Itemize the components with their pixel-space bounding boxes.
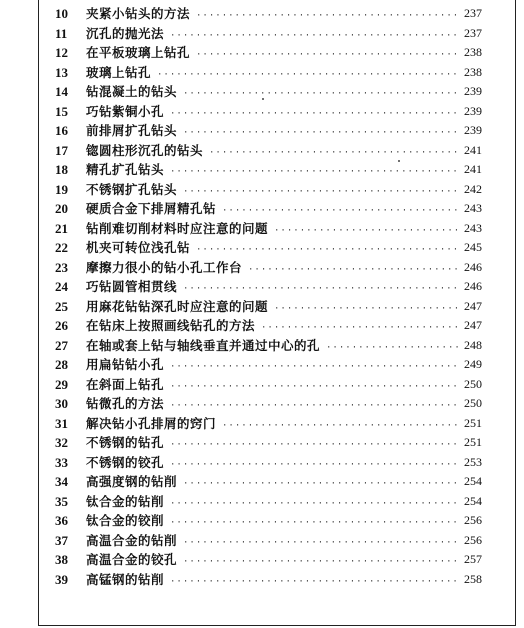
entry-title: 不锈钢扩孔钻头 xyxy=(86,181,178,197)
entry-title: 钛合金的铰削 xyxy=(86,513,165,528)
entry-title: 在轴或套上钻与轴线垂直并通过中心的孔 xyxy=(86,337,321,353)
scan-speck xyxy=(262,98,264,100)
entry-title: 玻璃上钻孔 xyxy=(86,64,152,80)
entry-number: 20 xyxy=(55,201,68,216)
entry-page: 246 xyxy=(464,259,482,274)
entry-number: 17 xyxy=(55,142,68,158)
entry-title: 锪圆柱形沉孔的钻头 xyxy=(86,142,204,158)
entry-number: 33 xyxy=(55,454,68,470)
entry-number: 32 xyxy=(55,435,68,450)
entry-title: 沉孔的抛光法 xyxy=(86,25,165,41)
toc-entry xyxy=(38,570,516,590)
entry-page: 241 xyxy=(464,142,482,157)
entry-page: 246 xyxy=(464,279,482,293)
entry-page: 239 xyxy=(464,103,482,118)
entry-title: 精孔扩孔钻头 xyxy=(86,162,165,177)
toc-entry xyxy=(38,336,516,356)
entry-title: 不锈钢的钻孔 xyxy=(86,435,165,450)
toc-entry xyxy=(38,394,516,414)
entry-page: 250 xyxy=(464,396,482,410)
entry-page: 257 xyxy=(464,552,482,566)
toc-entry xyxy=(38,180,516,200)
entry-number: 15 xyxy=(55,103,68,119)
toc-entry xyxy=(38,102,516,122)
entry-page: 238 xyxy=(464,64,482,79)
entry-title: 高温合金的钻削 xyxy=(86,532,178,548)
toc-entry xyxy=(38,472,516,492)
toc-entry xyxy=(38,375,516,395)
toc-entry xyxy=(38,121,516,141)
entry-page: 241 xyxy=(464,162,482,176)
entry-page: 243 xyxy=(464,201,482,215)
entry-number: 34 xyxy=(55,474,68,489)
entry-number: 10 xyxy=(55,6,68,21)
entry-title: 夹紧小钻头的方法 xyxy=(86,6,191,21)
entry-page: 254 xyxy=(464,474,482,488)
toc-entry xyxy=(38,297,516,317)
entry-title: 高锰钢的钻削 xyxy=(86,571,165,587)
toc-entry xyxy=(38,82,516,102)
entry-number: 14 xyxy=(55,84,68,99)
entry-page: 237 xyxy=(464,6,482,20)
entry-title: 钻微孔的方法 xyxy=(86,396,165,411)
entry-number: 19 xyxy=(55,181,68,197)
entry-number: 29 xyxy=(55,376,68,392)
entry-page: 256 xyxy=(464,513,482,527)
toc-entry xyxy=(38,4,516,24)
entry-title: 硬质合金下排屑精孔钻 xyxy=(86,201,217,216)
entry-title: 高温合金的铰孔 xyxy=(86,552,178,567)
entry-number: 35 xyxy=(55,493,68,509)
toc-entry xyxy=(38,511,516,531)
entry-number: 30 xyxy=(55,396,68,411)
entry-title: 钻削难切削材料时应注意的问题 xyxy=(86,220,269,236)
entry-page: 245 xyxy=(464,240,482,254)
entry-number: 36 xyxy=(55,513,68,528)
entry-page: 248 xyxy=(464,337,482,352)
toc-entry xyxy=(38,43,516,63)
entry-page: 238 xyxy=(464,45,482,59)
toc-entry xyxy=(38,160,516,180)
entry-title: 不锈钢的铰孔 xyxy=(86,454,165,470)
entry-number: 28 xyxy=(55,357,68,372)
entry-number: 13 xyxy=(55,64,68,80)
entry-page: 247 xyxy=(464,298,482,313)
entry-title: 用麻花钻钻深孔时应注意的问题 xyxy=(86,298,269,314)
entry-page: 242 xyxy=(464,181,482,196)
table-of-contents xyxy=(38,4,516,589)
toc-entry xyxy=(38,238,516,258)
toc-entry xyxy=(38,492,516,512)
toc-entry xyxy=(38,258,516,278)
entry-number: 21 xyxy=(55,220,68,236)
entry-title: 解决钻小孔排屑的窍门 xyxy=(86,415,217,431)
entry-page: 256 xyxy=(464,532,482,547)
entry-number: 27 xyxy=(55,337,68,353)
entry-title: 前排屑扩孔钻头 xyxy=(86,123,178,138)
entry-page: 251 xyxy=(464,415,482,430)
toc-entry xyxy=(38,550,516,570)
entry-number: 12 xyxy=(55,45,68,60)
entry-title: 巧钻圆管相贯线 xyxy=(86,279,178,294)
entry-title: 巧钻紫铜小孔 xyxy=(86,103,165,119)
entry-page: 258 xyxy=(464,571,482,586)
toc-entry xyxy=(38,414,516,434)
entry-title: 在斜面上钻孔 xyxy=(86,376,165,392)
toc-entry xyxy=(38,24,516,44)
entry-page: 253 xyxy=(464,454,482,469)
entry-page: 249 xyxy=(464,357,482,371)
entry-number: 24 xyxy=(55,279,68,294)
entry-number: 16 xyxy=(55,123,68,138)
toc-entry xyxy=(38,277,516,297)
entry-page: 251 xyxy=(464,435,482,449)
entry-number: 38 xyxy=(55,552,68,567)
entry-page: 254 xyxy=(464,493,482,508)
toc-entry xyxy=(38,63,516,83)
entry-number: 39 xyxy=(55,571,68,587)
entry-page: 243 xyxy=(464,220,482,235)
entry-number: 25 xyxy=(55,298,68,314)
entry-title: 在平板玻璃上钻孔 xyxy=(86,45,191,60)
scan-speck xyxy=(398,160,400,162)
entry-number: 11 xyxy=(55,25,68,41)
entry-title: 在钻床上按照画线钻孔的方法 xyxy=(86,318,256,333)
entry-title: 用扁钻钻小孔 xyxy=(86,357,165,372)
toc-entry xyxy=(38,199,516,219)
entry-page: 239 xyxy=(464,84,482,98)
entry-page: 237 xyxy=(464,25,482,40)
toc-entry xyxy=(38,316,516,336)
toc-entry xyxy=(38,531,516,551)
toc-entry xyxy=(38,141,516,161)
entry-number: 37 xyxy=(55,532,68,548)
toc-entry xyxy=(38,355,516,375)
entry-number: 23 xyxy=(55,259,68,275)
entry-title: 摩擦力很小的钻小孔工作台 xyxy=(86,259,243,275)
entry-number: 26 xyxy=(55,318,68,333)
entry-title: 钻混凝土的钻头 xyxy=(86,84,178,99)
entry-page: 247 xyxy=(464,318,482,332)
entry-number: 18 xyxy=(55,162,68,177)
entry-title: 钛合金的钻削 xyxy=(86,493,165,509)
entry-title: 高强度钢的钻削 xyxy=(86,474,178,489)
dot-leader xyxy=(170,573,458,593)
entry-page: 250 xyxy=(464,376,482,391)
entry-title: 机夹可转位浅孔钻 xyxy=(86,240,191,255)
entry-number: 31 xyxy=(55,415,68,431)
entry-number: 22 xyxy=(55,240,68,255)
toc-entry xyxy=(38,219,516,239)
toc-entry xyxy=(38,433,516,453)
toc-entry xyxy=(38,453,516,473)
entry-page: 239 xyxy=(464,123,482,137)
